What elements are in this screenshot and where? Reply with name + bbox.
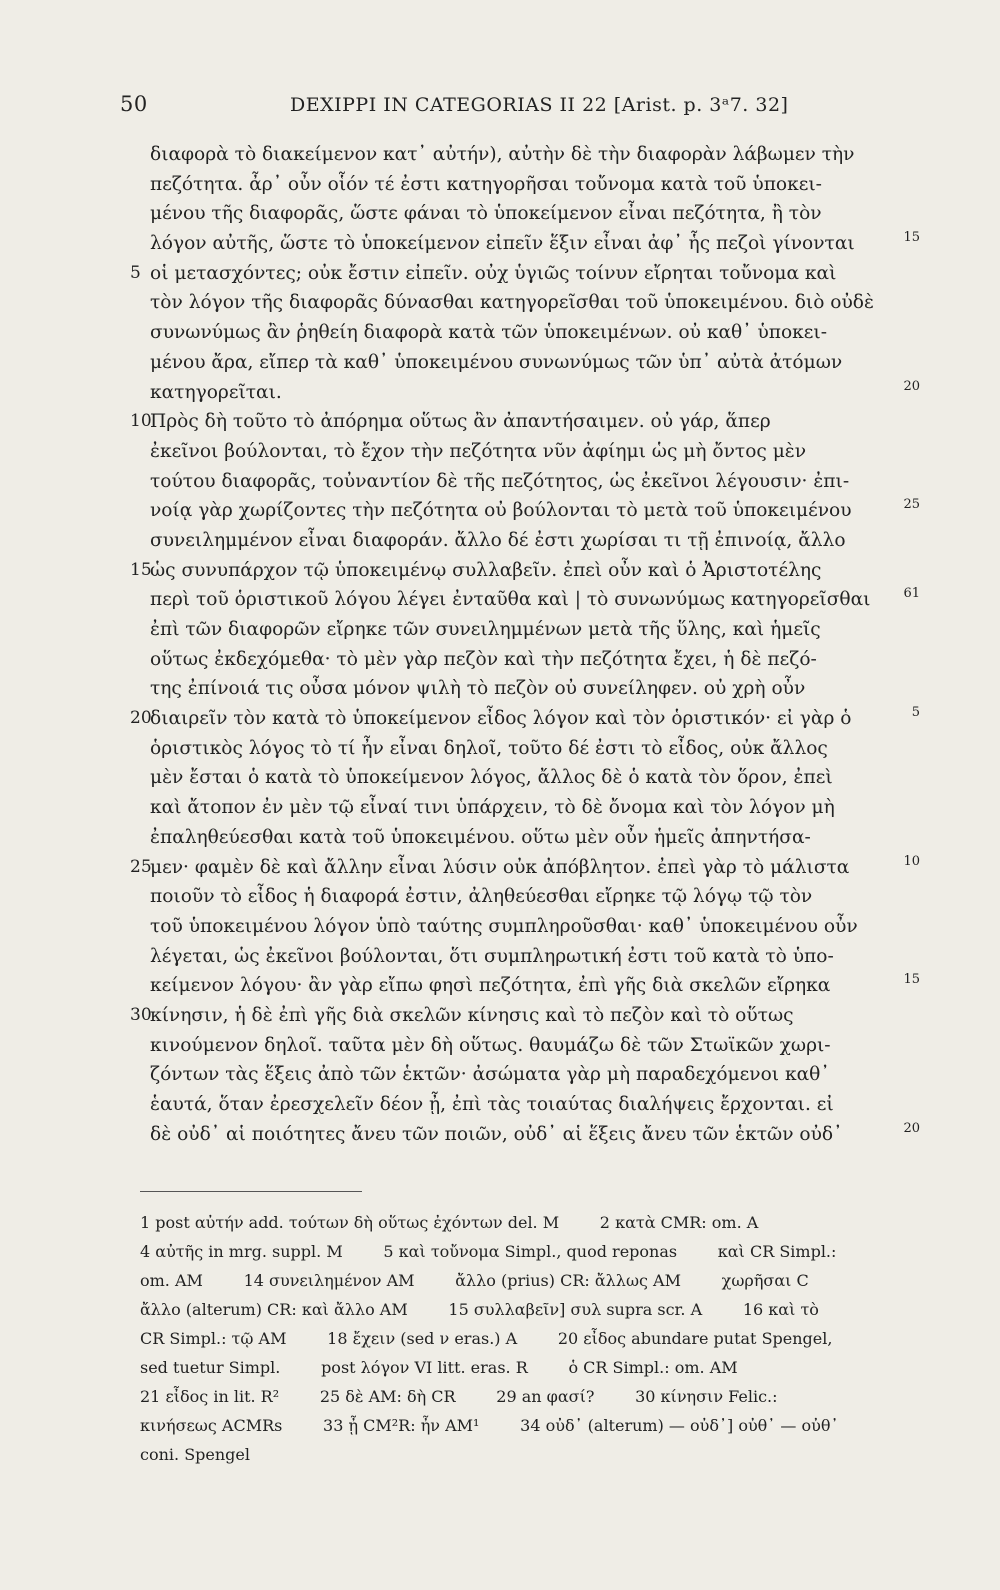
text-line — [130, 734, 900, 764]
line-text: μένου τῆς διαφορᾶς, ὥστε φάναι τὸ ὑποκείμενον εἶναι πεζότητα, ἢ τὸν — [150, 203, 822, 225]
line-text: διαιρεῖν τὸν κατὰ τὸ ὑποκείμενον εἶδος λόγον καὶ τὸν ὁριστικόν· εἰ γὰρ ὁ — [150, 708, 852, 730]
line-text: μὲν ἔσται ὁ κατὰ τὸ ὑποκείμενον λόγος, ἄλλος δὲ ὁ κατὰ τὸν ὅρον, ἐπεὶ — [150, 767, 833, 789]
text-line — [130, 585, 920, 615]
text-line — [130, 526, 900, 556]
line-text: συνειλημμένον εἶναι διαφοράν. ἄλλο δέ ἐστι χωρίσαι τι τῇ ἐπινοίᾳ, ἄλλο — [150, 529, 846, 551]
note-line: ἄλλο (alterum) CR: καὶ ἄλλο AM 15 συλλαβεῖν] συλ supra scr. A 16 καὶ τὸ — [140, 1300, 819, 1319]
line-text: οἱ μετασχόντες; οὐκ ἔστιν εἰπεῖν. οὐχ ὑγιῶς τοίνυν εἴρηται τοὔνομα καὶ — [150, 262, 837, 284]
margin-reference: 15 — [903, 230, 920, 246]
line-text: μεν· φαμὲν δὲ καὶ ἄλλην εἶναι λύσιν οὐκ ἀπόβλητον. ἐπεὶ γὰρ τὸ μάλιστα — [150, 856, 850, 878]
margin-reference: 61 — [903, 586, 920, 602]
text-line — [130, 704, 920, 734]
note-line: 1 post αὐτήν add. τούτων δὴ οὕτως ἐχόντων del. M 2 κατὰ CMR: om. A — [140, 1213, 759, 1232]
line-text: της ἐπίνοιά τις οὖσα μόνον ψιλὴ τὸ πεζὸν οὐ συνείληφεν. οὐ χρὴ οὖν — [150, 678, 806, 700]
text-line — [130, 140, 900, 170]
line-text: κίνησιν, ἡ δὲ ἐπὶ γῆς διὰ σκελῶν κίνησις καὶ τὸ πεζὸν καὶ τὸ οὕτως — [150, 1004, 794, 1026]
running-head — [120, 92, 890, 122]
text-line — [130, 645, 900, 675]
text-line — [130, 467, 900, 497]
margin-reference: 15 — [903, 972, 920, 988]
text-line — [130, 288, 900, 318]
text-line — [130, 437, 900, 467]
margin-reference: 10 — [903, 853, 920, 869]
line-text: μένου ἄρα, εἴπερ τὰ καθ᾽ ὑποκειμένου συνωνύμως τῶν ὑπ᾽ αὐτὰ ἀτόμων — [150, 351, 843, 373]
line-text: λόγον αὐτῆς, ὥστε τὸ ὑποκείμενον εἰπεῖν ἕξιν εἶναι ἀφ᾽ ἧς πεζοὶ γίνονται — [150, 233, 855, 255]
line-text: ὁριστικὸς λόγος τὸ τί ἦν εἶναι δηλοῖ, τοῦτο δέ ἐστι τὸ εἶδος, οὐκ ἄλλος — [150, 737, 828, 759]
line-text: ὡς συνυπάρχον τῷ ὑποκειμένῳ συλλαβεῖν. ἐπεὶ οὖν καὶ ὁ Ἀριστοτέλης — [150, 559, 822, 581]
line-text: κατηγορεῖται. — [150, 381, 282, 403]
footnote-divider — [140, 1191, 362, 1192]
line-number: 20 — [130, 708, 152, 729]
note-line: 4 αὐτῆς in mrg. suppl. M 5 καὶ τοὔνομα Simpl., quod reponas καὶ CR Simpl.: — [140, 1242, 837, 1261]
text-line — [130, 942, 900, 972]
line-text: νοίᾳ γὰρ χωρίζοντες τὴν πεζότητα οὐ βούλονται τὸ μετὰ τοῦ ὑποκειμένου — [150, 500, 852, 522]
line-number: 5 — [130, 262, 141, 283]
note-line: om. AM 14 συνειλημένον AM ἄλλο (prius) CR: ἄλλως AM χωρῆσαι C — [140, 1271, 809, 1290]
line-text: τούτου διαφορᾶς, τοὐναντίον δὲ τῆς πεζότητος, ὡς ἐκεῖνοι λέγουσιν· ἐπι- — [150, 470, 850, 492]
line-text: ἑαυτά, ὅταν ἐρεσχελεῖν δέον ᾖ, ἐπὶ τὰς τοιαύτας διαλήψεις ἔρχονται. εἰ — [150, 1094, 834, 1115]
page-number: 50 — [120, 92, 148, 116]
text-line — [130, 674, 900, 704]
margin-reference: 20 — [903, 378, 920, 394]
line-text: ἐπὶ τῶν διαφορῶν εἴρηκε τῶν συνειλημμένων μετὰ τῆς ὕλης, καὶ ἡμεῖς — [150, 619, 821, 640]
margin-reference: 25 — [903, 497, 920, 513]
apparatus-notes — [140, 1208, 920, 1469]
text-line — [130, 229, 920, 259]
line-text: οὕτως ἐκδεχόμεθα· τὸ μὲν γὰρ πεζὸν καὶ τὴν πεζότητα ἔχει, ἡ δὲ πεζό- — [150, 648, 817, 670]
line-number: 30 — [130, 1004, 152, 1025]
line-text: ποιοῦν τὸ εἶδος ἡ διαφορά ἐστιν, ἀληθεύεσθαι εἴρηκε τῷ λόγῳ τῷ τὸν — [150, 886, 813, 908]
text-line — [130, 853, 920, 883]
note-line: κινήσεως ACMRs 33 ᾖ CM²R: ἦν AM¹ 34 οὐδ᾽ (alterum) — οὐδ᾽] οὐθ᾽ — οὐθ᾽ — [140, 1416, 839, 1435]
text-line — [130, 1001, 900, 1031]
line-text: λέγεται, ὡς ἐκεῖνοι βούλονται, ὅτι συμπληρωτική ἐστι τοῦ κατὰ τὸ ὑπο- — [150, 945, 834, 967]
text-line — [130, 823, 900, 853]
text-line — [130, 407, 900, 437]
text-line — [130, 199, 900, 229]
line-text: ἐπαληθεύεσθαι κατὰ τοῦ ὑποκειμένου. οὕτω μὲν οὖν ἡμεῖς ἀπηντήσα- — [150, 826, 811, 848]
line-number: 15 — [130, 559, 152, 580]
text-line — [130, 496, 920, 526]
margin-reference: 20 — [903, 1120, 920, 1136]
main-text — [130, 140, 920, 1149]
line-text: δὲ οὐδ᾽ αἱ ποιότητες ἄνευ τῶν ποιῶν, οὐδ᾽ αἱ ἕξεις ἄνευ τῶν ἑκτῶν οὐδ᾽ — [150, 1123, 843, 1145]
text-line — [130, 763, 900, 793]
text-line — [130, 348, 900, 378]
line-text: περὶ τοῦ ὁριστικοῦ λόγου λέγει ἐνταῦθα καὶ | τὸ συνωνύμως κατηγορεῖσθαι — [150, 589, 871, 611]
note-line: sed tuetur Simpl. post λόγον VI litt. eras. R ὁ CR Simpl.: om. AM — [140, 1358, 738, 1377]
note-line: 21 εἶδος in lit. R² 25 δὲ AM: δὴ CR 29 an φασί? 30 κίνησιν Felic.: — [140, 1387, 778, 1406]
line-text: διαφορὰ τὸ διακείμενον κατ᾽ αὐτήν), αὐτὴν δὲ τὴν διαφορὰν λάβωμεν τὴν — [150, 144, 855, 165]
line-text: καὶ ἄτοπον ἐν μὲν τῷ εἶναί τινι ὑπάρχειν, τὸ δὲ ὄνομα καὶ τὸν λόγον μὴ — [150, 797, 835, 819]
text-line — [130, 378, 920, 408]
margin-reference: 5 — [911, 705, 920, 721]
text-line — [130, 1060, 900, 1090]
note-line: coni. Spengel — [140, 1445, 250, 1464]
line-text: κείμενον λόγου· ἂν γὰρ εἴπω φησὶ πεζότητα, ἐπὶ γῆς διὰ σκελῶν εἴρηκα — [150, 975, 831, 997]
text-line — [130, 615, 900, 645]
line-text: τὸν λόγον τῆς διαφορᾶς δύνασθαι κατηγορεῖσθαι τοῦ ὑποκειμένου. διὸ οὐδὲ — [150, 292, 874, 314]
line-text: ἐκεῖνοι βούλονται, τὸ ἔχον τὴν πεζότητα νῦν ἀφίημι ὡς μὴ ὄντος μὲν — [150, 440, 807, 462]
text-line — [130, 170, 900, 200]
text-line — [130, 882, 900, 912]
text-line — [130, 1090, 900, 1120]
text-line — [130, 793, 900, 823]
line-text: Πρὸς δὴ τοῦτο τὸ ἀπόρημα οὕτως ἂν ἀπαντήσαιμεν. οὐ γάρ, ἅπερ — [150, 411, 771, 433]
note-line: CR Simpl.: τῷ AM 18 ἔχειν (sed ν eras.) A 20 εἶδος abundare putat Spengel, — [140, 1329, 833, 1348]
line-text: ζόντων τὰς ἕξεις ἀπὸ τῶν ἑκτῶν· ἀσώματα γὰρ μὴ παραδεχόμενοι καθ᾽ — [150, 1064, 830, 1086]
line-text: κινούμενον δηλοῖ. ταῦτα μὲν δὴ οὕτως. θαυμάζω δὲ τῶν Στωϊκῶν χωρι- — [150, 1034, 831, 1056]
line-text: πεζότητα. ἆρ᾽ οὖν οἷόν τέ ἐστι κατηγορῆσαι τοὔνομα κατὰ τοῦ ὑποκει- — [150, 173, 822, 195]
text-line — [130, 556, 900, 586]
text-line — [130, 318, 900, 348]
text-line — [130, 971, 920, 1001]
line-text: συνωνύμως ἂν ῥηθείη διαφορὰ κατὰ τῶν ὑποκειμένων. οὐ καθ᾽ ὑποκει- — [150, 322, 827, 344]
line-number: 10 — [130, 411, 152, 432]
text-line — [130, 912, 900, 942]
running-title: DEXIPPI IN CATEGORIAS II 22 [Arist. p. 3ᵃ7. 32] — [290, 94, 789, 116]
line-number: 25 — [130, 856, 152, 877]
text-line — [130, 259, 900, 289]
text-line — [130, 1031, 900, 1061]
text-line — [130, 1120, 920, 1150]
line-text: τοῦ ὑποκειμένου λόγον ὑπὸ ταύτης συμπληροῦσθαι· καθ᾽ ὑποκειμένου οὖν — [150, 915, 858, 937]
